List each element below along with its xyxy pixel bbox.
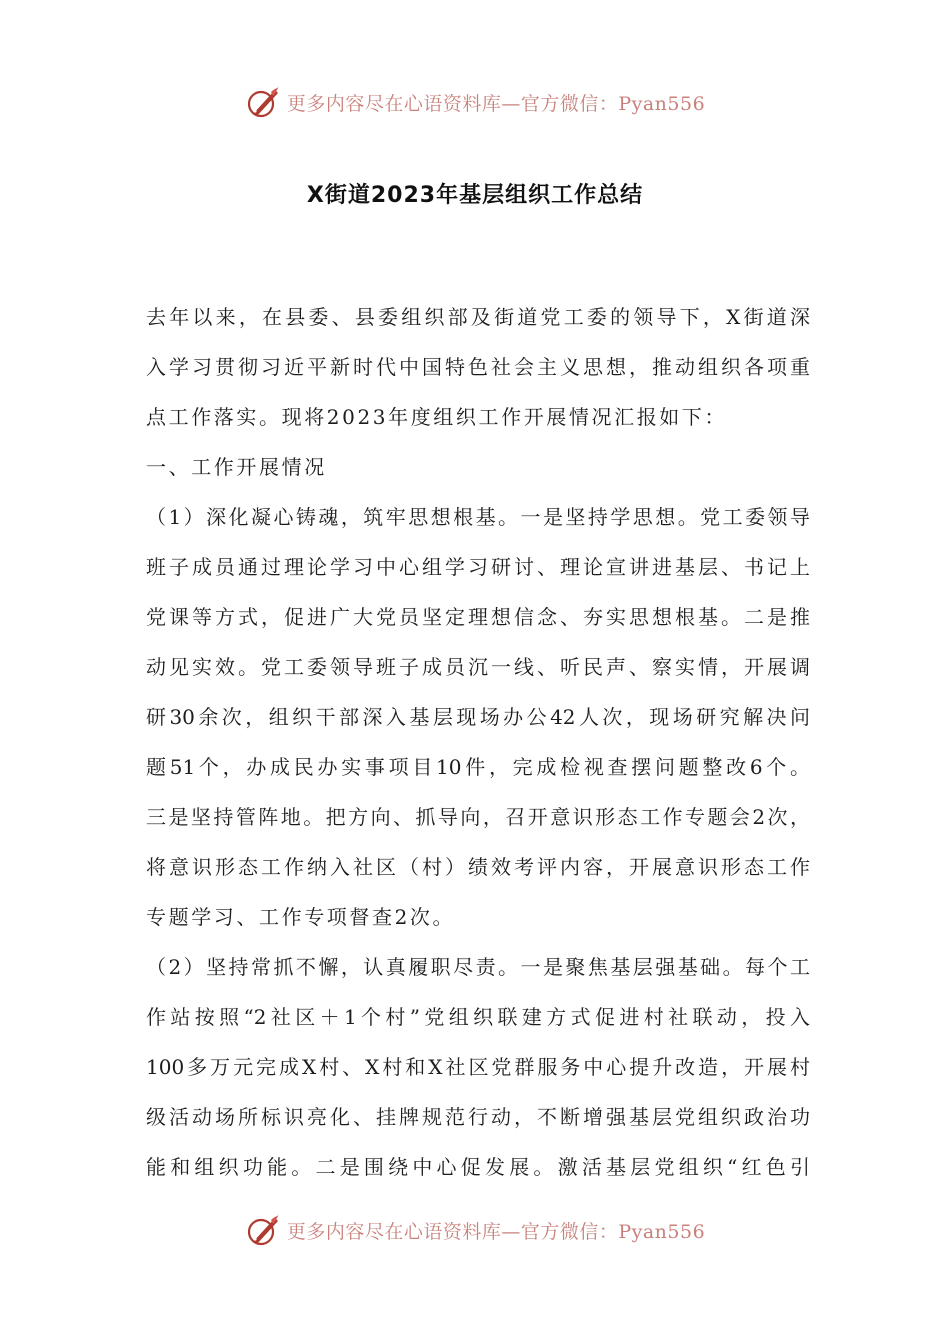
paragraph-line: 100多万元完成X村、X村和X社区党群服务中心提升改造，开展村 <box>146 1055 810 1079</box>
paragraph-line: 三是坚持管阵地。把方向、抓导向，召开意识形态工作专题会2次， <box>146 805 810 829</box>
section-heading: 一、工作开展情况 <box>146 455 327 479</box>
paragraph-line: 去年以来，在县委、县委组织部及街道党工委的领导下，X街道深 <box>146 305 810 329</box>
paragraph-line: 作站按照“2社区＋1个村”党组织联建方式促进村社联动，投入 <box>146 1005 810 1029</box>
paragraph-line: 班子成员通过理论学习中心组学习研讨、理论宣讲进基层、书记上 <box>146 555 810 579</box>
paragraph-line: 级活动场所标识亮化、挂牌规范行动，不断增强基层党组织政治功 <box>146 1105 810 1129</box>
watermark-text: 更多内容尽在心语资料库—官方微信：Pyan556 <box>286 1220 706 1243</box>
paragraph-line: 研30余次，组织干部深入基层现场办公42人次，现场研究解决问 <box>146 705 810 729</box>
paragraph-line: 专题学习、工作专项督查2次。 <box>146 905 456 929</box>
document-title: X街道2023年基层组织工作总结 <box>306 183 644 208</box>
paragraph-line: 题51个，办成民办实事项目10件，完成检视查摆问题整改6个。 <box>146 755 810 779</box>
paragraph-line: 动见实效。党工委领导班子成员沉一线、听民声、察实情，开展调 <box>146 655 810 679</box>
paragraph-line: 点工作落实。现将2023年度组织工作开展情况汇报如下： <box>146 405 728 429</box>
paragraph-line: 将意识形态工作纳入社区（村）绩效考评内容，开展意识形态工作 <box>146 855 810 879</box>
quill-logo-icon <box>245 84 281 120</box>
watermark-text: 更多内容尽在心语资料库—官方微信：Pyan556 <box>286 92 706 115</box>
watermark-banner-bottom <box>0 1208 950 1252</box>
paragraph-line: 能和组织功能。二是围绕中心促发展。激活基层党组织“红色引 <box>146 1155 810 1179</box>
document-body <box>146 297 810 1197</box>
paragraph-line: 入学习贯彻习近平新时代中国特色社会主义思想，推动组织各项重 <box>146 355 810 379</box>
watermark-banner-top <box>0 80 950 124</box>
paragraph-line: 党课等方式，促进广大党员坚定理想信念、夯实思想根基。二是推 <box>146 605 810 629</box>
quill-logo-icon <box>245 1212 281 1248</box>
paragraph-line: （1）深化凝心铸魂，筑牢思想根基。一是坚持学思想。党工委领导 <box>146 505 810 529</box>
paragraph-line: （2）坚持常抓不懈，认真履职尽责。一是聚焦基层强基础。每个工 <box>146 955 810 979</box>
